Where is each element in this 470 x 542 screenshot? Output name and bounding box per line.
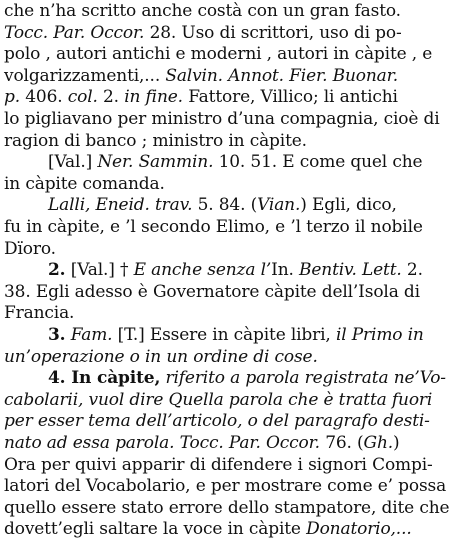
text-line [48,324,424,347]
text-segment: 2. [48,260,66,281]
text-segment: Tocc. Par. Occor. [4,22,145,43]
text-segment: 406. [20,87,68,108]
text-segment: un’operazione o in un ordine di cose. [4,346,318,367]
text-segment: Ner. Sammin. [97,152,214,173]
text-line [48,194,397,217]
text-line [4,281,420,304]
text-line [4,497,449,520]
text-line [4,86,398,109]
text-segment: quello essere stato errore dello stampatore, dite che [4,497,450,518]
text-line [4,43,432,66]
text-segment: Fattore, Villico; li antichi [182,87,398,108]
text-segment: 2. [401,260,423,281]
text-line [4,432,400,455]
text-segment: 4. In càpite, [48,368,161,389]
text-line [4,389,432,412]
text-line [4,173,165,196]
text-segment: nato ad essa parola. Tocc. Par. Occor. [4,433,320,453]
text-segment: Fam. [70,325,113,345]
text-segment: latori del Vocabolario, e per mostrare come e’ possa [4,476,447,497]
text-segment: [T.] Essere in càpite libri, [112,325,336,345]
text-line [4,302,74,325]
text-segment: Vian. [257,195,301,216]
text-segment: Bentiv. Lett. [299,260,402,281]
text-segment: Gh. [363,433,394,453]
text-segment: 5. 84. ( [192,195,258,216]
text-segment: Donatorio,... [306,519,412,540]
text-segment: 3. [48,325,66,345]
text-segment: polo , autori antichi e moderni , autori in càpite , e [4,44,433,65]
text-line [4,216,423,239]
text-line [4,454,433,477]
text-line [4,22,402,45]
text-segment: 38. Egli adesso è Governatore càpite dell’Isola di [4,281,420,302]
text-segment: 2. [97,87,125,108]
text-segment: col. [67,87,98,108]
text-segment: ) [393,433,400,453]
text-line [48,367,446,390]
text-line [4,475,446,498]
text-segment: che n’ha scritto anche costà con un gran fasto. [4,1,401,21]
text-segment: p. [4,87,20,108]
text-segment: [Val.] [48,152,98,173]
text-segment: cabolarii, vuol dire Quella parola che è tratta fuori [4,389,433,410]
text-segment: Salvin. Annot. Fier. Buonar. [165,65,398,86]
text-line [4,410,430,433]
text-segment: In. [271,260,300,281]
text-segment: in càpite comanda. [4,173,165,194]
text-line [4,65,398,88]
text-segment: lo pigliavano per ministro d’una compagnia, cioè di [4,109,440,129]
text-line [4,0,401,23]
text-segment: in fine. [124,87,183,108]
text-segment: Dïoro. [4,238,56,259]
text-segment: [Val.] † [65,260,134,281]
text-segment: Ora per quivi apparir di difendere i signori Compi- [4,454,433,475]
text-segment: fu in càpite, e ’l secondo Elimo, e ’l terzo il nobile [4,217,423,237]
text-segment: ) Egli, dico, [300,195,397,216]
text-segment: ragion di banco ; ministro in càpite. [4,130,307,151]
text-line [4,130,307,153]
text-segment: E anche senza l’ [133,260,272,281]
text-segment: per esser tema dell’articolo, o del paragrafo desti- [4,411,430,432]
text-line [4,346,318,369]
text-segment: 10. 51. E come quel che [213,152,423,173]
text-segment: Lalli, Eneid. trav. [48,195,193,216]
text-segment: 28. Uso di scrittori, uso di po- [144,22,402,43]
text-segment: volgarizzamenti,... [4,65,166,86]
text-line [4,238,56,261]
text-segment: il Primo in [335,325,424,345]
text-line [48,151,422,174]
text-line [4,518,412,541]
text-line [48,259,423,282]
text-line [4,108,440,131]
text-segment: 76. ( [319,433,364,453]
text-segment: riferito a parola registrata ne’Vo- [160,368,446,389]
text-segment: dovett’egli saltare la voce in càpite [4,519,307,540]
text-segment: Francia. [4,303,75,324]
